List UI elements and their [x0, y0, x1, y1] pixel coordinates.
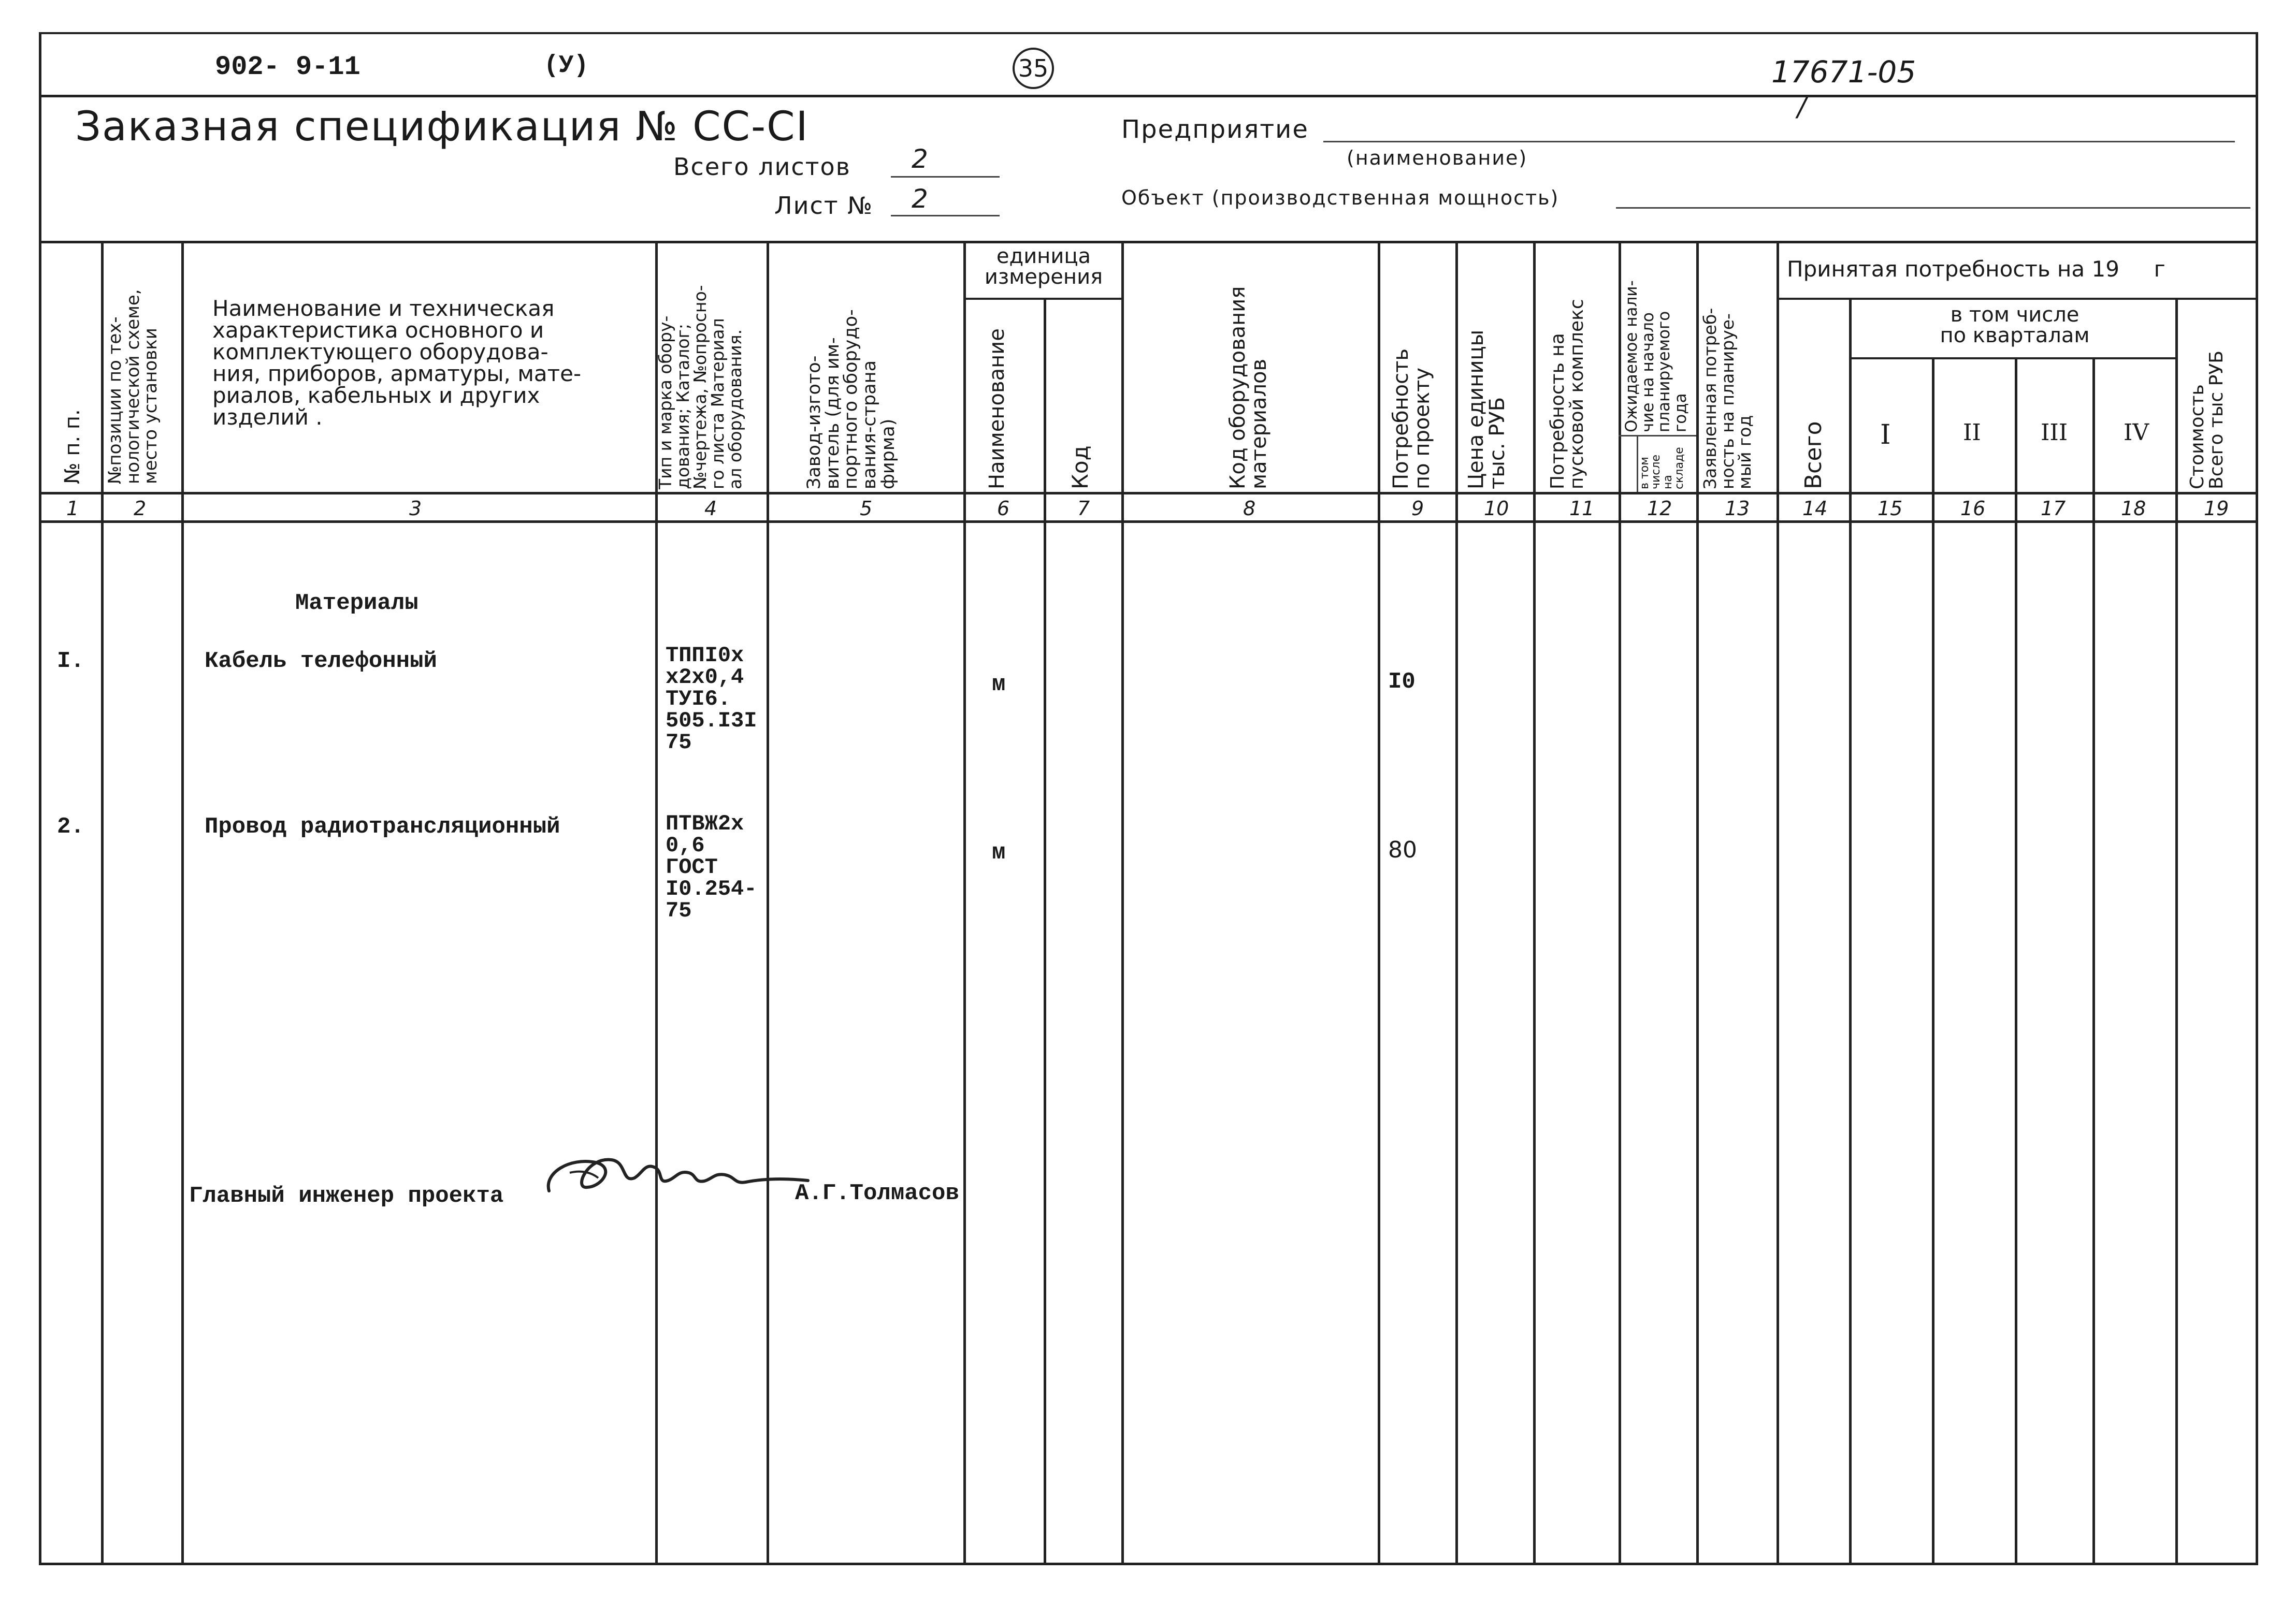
row-1-number: I. [57, 648, 84, 674]
col-line-13 [1777, 241, 1779, 1564]
row-2-name: Провод радиотрансляционный [205, 814, 560, 840]
col-number-8: 8 [1243, 497, 1256, 520]
col-header-11: Потребность на пусковой комплекс [1547, 299, 1587, 489]
col-number-18: 18 [2121, 497, 2146, 520]
col-number-7: 7 [1077, 497, 1090, 520]
sheet-no-label: Лист № [774, 192, 874, 220]
col-header-13: Заявленная потреб- ность на планируе- мый год [1700, 308, 1755, 489]
signature-icon [539, 1142, 829, 1209]
col-header-4: Тип и марка обору- дования; Каталог; №чертежа, №опросно- го листа Материал ал оборудования. [655, 285, 745, 489]
document-title: Заказная спецификация № СС-СI [75, 104, 809, 150]
unit-group-divider [963, 298, 1121, 300]
col-line-4 [767, 241, 769, 1564]
total-sheets-underline [891, 176, 1000, 178]
object-label: Объект (производственная мощность) [1121, 186, 1559, 209]
row-1-type: ТППI0х х2х0,4 ТУI6. 505.I3I 75 [666, 643, 757, 755]
col-number-1: 1 [66, 497, 79, 520]
col-line-9 [1455, 241, 1458, 1564]
mark: (У) [544, 52, 589, 80]
col-number-15: 15 [1878, 497, 1903, 520]
total-sheets-label: Всего листов [673, 153, 851, 181]
col-numbers-top [39, 492, 2258, 494]
quarter-4-header: IV [2124, 419, 2149, 446]
col-number-10: 10 [1484, 497, 1509, 520]
quarter-group-divider [1849, 357, 2175, 359]
col-header-10: Цена единицы тыс. РУБ [1464, 329, 1509, 489]
frame-bottom [39, 1563, 2258, 1565]
col-number-11: 11 [1569, 497, 1595, 520]
frame-right [2256, 32, 2258, 1565]
col-number-17: 17 [2041, 497, 2066, 520]
col-line-10 [1533, 241, 1536, 1564]
col-number-16: 16 [1960, 497, 1986, 520]
object-underline [1616, 207, 2250, 209]
col-line-11 [1619, 241, 1621, 1564]
col-line-18 [2175, 298, 2178, 1564]
col-number-4: 4 [704, 497, 717, 520]
col-header-12-sub: в том числе на складе [1638, 447, 1686, 489]
section-title: Материалы [295, 590, 418, 616]
col-header-9: Потребность по проекту [1389, 348, 1434, 489]
enterprise-underline [1323, 141, 2235, 142]
sheet-no-value: 2 [912, 184, 928, 214]
col-line-1 [101, 241, 104, 1564]
col-line-2 [181, 241, 184, 1564]
col-number-9: 9 [1411, 497, 1424, 520]
col-header-6: Наименование [985, 328, 1009, 489]
quarter-2-header: II [1963, 419, 1981, 446]
sheet-no-underline [891, 215, 1000, 216]
col-number-5: 5 [860, 497, 873, 520]
col-line-17 [2092, 357, 2095, 1564]
title-block-divider [39, 241, 2258, 243]
col-line-14 [1849, 298, 1852, 1564]
col-number-19: 19 [2204, 497, 2229, 520]
accepted-group-header: Принятая потребность на 19 г [1787, 256, 2165, 282]
enterprise-mark: / [1797, 92, 1806, 122]
header-divider [39, 95, 2258, 97]
col-line-8 [1378, 241, 1380, 1564]
col-line-12 [1696, 241, 1699, 1564]
col-number-14: 14 [1802, 497, 1828, 520]
col-number-3: 3 [409, 497, 422, 520]
col-number-12: 12 [1647, 497, 1672, 520]
quarter-group-header: в том числе по кварталам [1940, 303, 2090, 347]
col-number-6: 6 [997, 497, 1010, 520]
col-line-16 [2015, 357, 2017, 1564]
col-header-7: Код [1067, 445, 1093, 489]
signer-title: Главный инженер проекта [189, 1183, 504, 1209]
col-header-19: Стоимость Всего тыс РУБ [2187, 351, 2227, 489]
col-line-6 [1044, 298, 1046, 1564]
row-2-type: ПТВЖ2х 0,6 ГОСТ I0.254- 75 [666, 811, 757, 923]
col-number-2: 2 [134, 497, 147, 520]
col-header-1: № п. п. [61, 409, 84, 484]
signer-name: А.Г.Толмасов [795, 1181, 959, 1206]
enterprise-caption: (наименование) [1347, 147, 1528, 169]
col-header-12-top: Ожидаемое нали- чие на начало планируемого года [1622, 280, 1690, 432]
project-code: 902- 9-11 [215, 52, 360, 82]
accepted-group-divider [1777, 298, 2258, 300]
col-line-5 [963, 241, 966, 1564]
col-header-8: Код оборудования материалов [1226, 286, 1271, 489]
row-1-qty: I0 [1388, 669, 1416, 695]
top-border [39, 32, 2258, 34]
col-number-13: 13 [1725, 497, 1750, 520]
quarter-1-header: I [1880, 419, 1891, 450]
archive-number: 17671-05 [1771, 54, 1916, 90]
col-header-3: Наименование и техническая характеристика основного и комплектующего оборудова- ния, приборов, арматуры, мате- риалов, кабельных и других изделий . [212, 296, 582, 430]
c12-sub-divider [1619, 435, 1696, 436]
col-line-7 [1121, 241, 1124, 1564]
col-header-2: №позиции по тех- нологической схеме, место установки [105, 289, 162, 484]
col-header-14: Всего [1800, 421, 1827, 489]
row-2-qty: 80 [1388, 837, 1417, 863]
col-header-5: Завод-изгото- витель (для им- портного оборудо- вания-страна фирма) [804, 309, 899, 489]
col-numbers-bottom [39, 520, 2258, 523]
row-2-unit: м [992, 840, 1006, 866]
enterprise-label: Предприятие [1121, 115, 1309, 144]
unit-group-header: единица измерения [984, 244, 1103, 289]
col-line-15 [1932, 357, 1934, 1564]
total-sheets-value: 2 [912, 144, 928, 174]
page-number-circle: 35 [1013, 48, 1054, 89]
quarter-3-header: III [2041, 419, 2068, 446]
row-1-name: Кабель телефонный [205, 648, 437, 674]
row-1-unit: м [992, 672, 1006, 697]
frame-left [39, 32, 41, 1565]
row-2-number: 2. [57, 814, 84, 840]
